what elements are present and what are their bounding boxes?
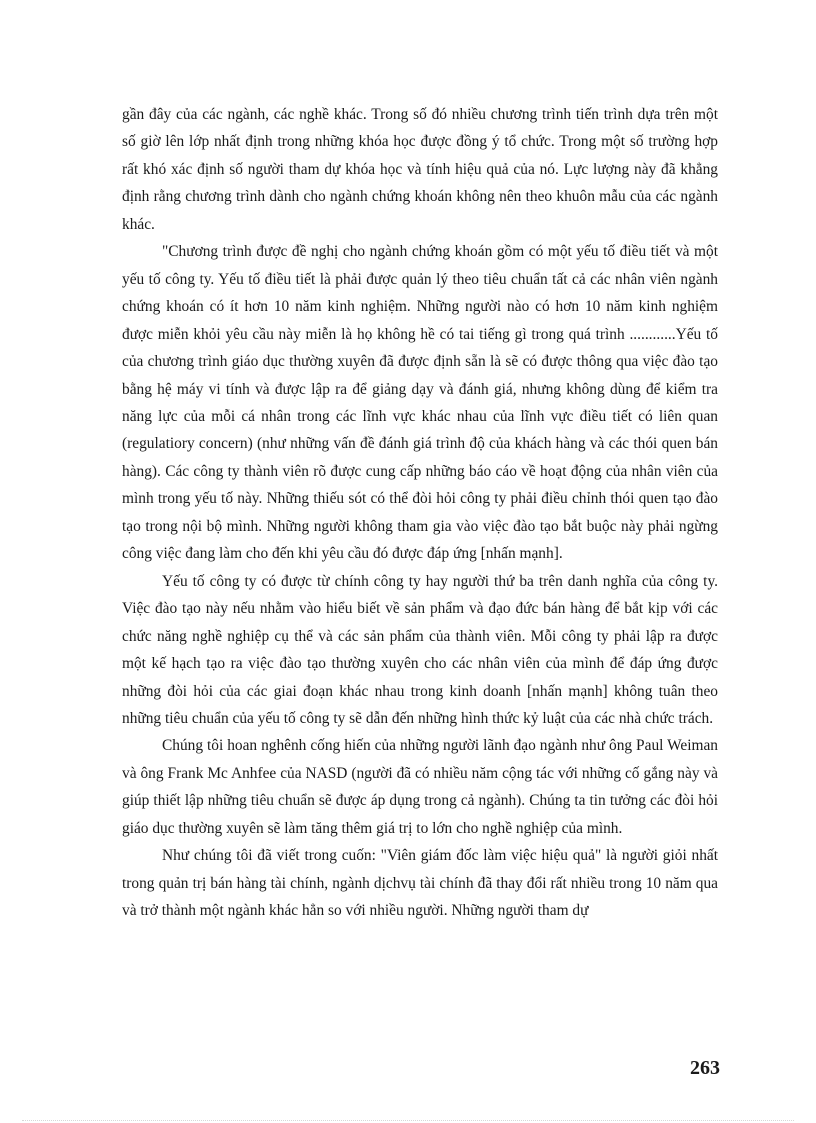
footer-divider xyxy=(22,1120,794,1121)
paragraph-5: Như chúng tôi đã viết trong cuốn: "Viên giám đốc làm việc hiệu quả" là người giỏi nhất trong quản trị bán hàng tài chính, ngành dịchvụ tài chính đã thay đổi rất nhiều trong 10 năm qua và trở thành một ngành khác hẳn so với nhiều người. Những người tham dự xyxy=(122,847,718,920)
paragraph-4: Chúng tôi hoan nghênh cống hiến của những người lãnh đạo ngành như ông Paul Weiman và ông Frank Mc Anhfee của NASD (người đã có nhiều năm cộng tác với những cố gắng này và giúp thiết lập những tiêu chuẩn sẽ được áp dụng trong cả ngành). Chúng ta tin tưởng các đòi hỏi giáo dục thường xuyên sẽ làm tăng thêm giá trị to lớn cho nghề nghiệp của mình. xyxy=(122,737,718,837)
page-number: 263 xyxy=(690,1057,720,1079)
paragraph-1: gần đây của các ngành, các nghề khác. Trong số đó nhiều chương trình tiến trình dựa trên một số giờ lên lớp nhất định trong những khóa học được đồng ý tổ chức. Trong một số trường hợp rất khó xác định số người tham dự khóa học và tính hiệu quả của nó. Lực lượng này đã khẳng định rằng chương trình dành cho ngành chứng khoán không nên theo khuôn mẫu của các ngành khác. xyxy=(122,106,718,233)
paragraph-3: Yếu tố công ty có được từ chính công ty hay người thứ ba trên danh nghĩa của công ty. Việc đào tạo này nếu nhằm vào hiểu biết về sản phẩm và đạo đức bán hàng để bắt kịp với các chức năng nghề nghiệp cụ thể và các sản phẩm của thành viên. Mỗi công ty phải lập ra được một kế hạch tạo ra việc đào tạo thường xuyên cho các nhân viên của mình để đáp ứng được những đòi hỏi của các giai đoạn khác nhau trong kinh doanh [nhấn mạnh] không tuân theo những tiêu chuẩn của yếu tố công ty sẽ dẫn đến những hình thức kỷ luật của các nhà chức trách. xyxy=(122,572,718,727)
paragraph-2: "Chương trình được đề nghị cho ngành chứng khoán gồm có một yếu tố điều tiết và một yếu tố công ty. Yếu tố điều tiết là phải được quản lý theo tiêu chuẩn tất cả các nhân viên ngành chứng khoán có ít hơn 10 năm kinh nghiệm. Những người nào có hơn 10 năm kinh nghiệm được miễn khỏi yêu cầu này miễn là họ không hề có tai tiếng gì trong quá trình ............Yếu tố của chương trình giáo dục thường xuyên đã được định sẵn là sẽ có được thông qua việc đào tạo bằng hệ máy vi tính và được lập ra để giảng dạy và đánh giá, nhưng không dùng để kiểm tra năng lực của mỗi cá nhân trong các lĩnh vực khác nhau của lĩnh vực điều tiết có liên quan (regulatiory concern) (như những vấn đề đánh giá trình độ của khách hàng và các thói quen bán hàng). Các công ty thành viên rõ được cung cấp những báo cáo về hoạt động của nhân viên của mình trong yếu tố này. Những thiếu sót có thể đòi hỏi công ty phải điều chỉnh thói quen tạo đào tạo trong nội bộ mình. Những người không tham gia vào việc đào tạo bắt buộc này phải ngừng công việc đang làm cho đến khi yêu cầu đó được đáp ứng [nhấn mạnh]. xyxy=(122,243,718,563)
body-text xyxy=(122,101,718,925)
